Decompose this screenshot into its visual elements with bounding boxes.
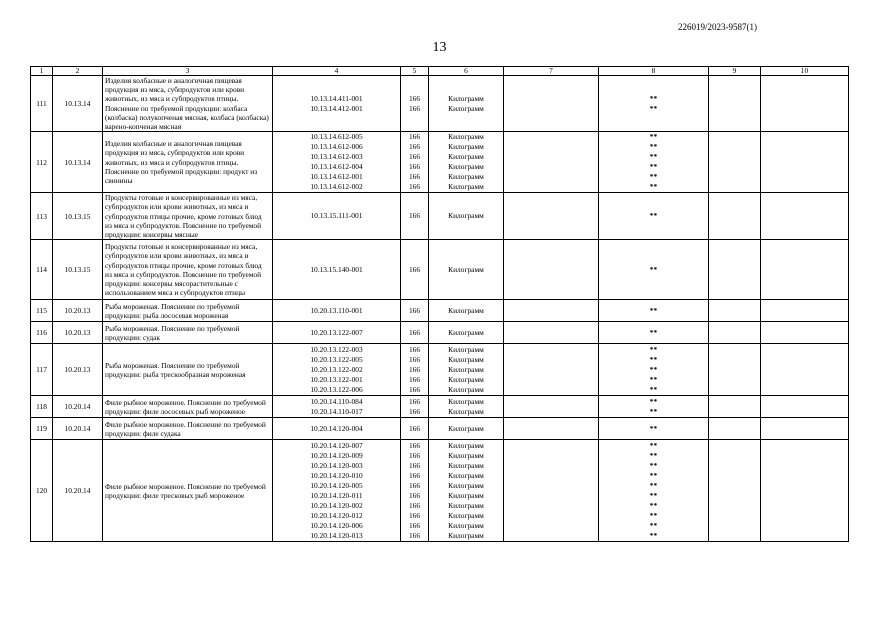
- column-7-cell: [504, 344, 599, 396]
- ktru-codes-cell: [273, 322, 401, 344]
- okei-code-cell: [401, 132, 429, 193]
- okei-code: 166: [408, 520, 421, 530]
- column-7-cell: [504, 440, 599, 542]
- table-row: [31, 440, 849, 542]
- ktru-code: 10.13.14.612-005: [310, 132, 363, 142]
- mark: **: [649, 480, 658, 490]
- column-number: 2: [53, 67, 103, 76]
- okei-code: 166: [408, 480, 421, 490]
- column-9-cell: [709, 300, 761, 322]
- ktru-code: 10.13.14.612-002: [310, 182, 363, 192]
- ktru-codes-cell: [273, 300, 401, 322]
- mark: **: [649, 530, 658, 540]
- okei-code: 166: [408, 460, 421, 470]
- table-row: [31, 322, 849, 344]
- product-name-cell: Рыба мороженая. Пояснение по требуемой продукции: рыба лососевая мороженая: [103, 300, 273, 322]
- okei-code: 166: [408, 132, 421, 142]
- ktru-code: 10.13.14.612-004: [310, 162, 363, 172]
- ktru-code: 10.13.14.612-001: [310, 172, 363, 182]
- mark: **: [649, 162, 658, 172]
- ktru-codes-cell: [273, 396, 401, 418]
- unit-name-cell: [429, 344, 504, 396]
- column-10-cell: [761, 132, 849, 193]
- product-name-cell: Изделия колбасные и аналогичная пищевая продукция из мяса, субпродуктов или крови животных, из мяса и субпродуктов птицы. Пояснение по требуемой продукции: колбаса (колбаска) полукопченая мясная, колбаса (колбаска) варено-копченая мясная: [103, 76, 273, 132]
- unit-name-cell: [429, 418, 504, 440]
- ktru-code: 10.13.15.140-001: [310, 264, 363, 274]
- okpd-code-cell: 10.20.13: [53, 344, 103, 396]
- mark: **: [649, 423, 658, 433]
- okei-code-cell: [401, 396, 429, 418]
- ktru-code: 10.20.14.120-009: [310, 450, 363, 460]
- column-10-cell: [761, 193, 849, 240]
- table-row: [31, 240, 849, 300]
- row-number-cell: 112: [31, 132, 53, 193]
- mark-cell: [599, 300, 709, 322]
- row-number-cell: 114: [31, 240, 53, 300]
- column-number: 1: [31, 67, 53, 76]
- mark: **: [649, 211, 658, 221]
- column-number: 10: [761, 67, 849, 76]
- product-name-cell: Рыба мороженая. Пояснение по требуемой продукции: судак: [103, 322, 273, 344]
- column-9-cell: [709, 240, 761, 300]
- okei-code-cell: [401, 440, 429, 542]
- ktru-code: 10.20.13.110-001: [310, 305, 363, 315]
- ktru-code: 10.20.14.120-003: [310, 460, 363, 470]
- product-name-cell: Филе рыбное мороженое. Пояснение по требуемой продукции: филе судака: [103, 418, 273, 440]
- mark: **: [649, 132, 658, 142]
- unit-name-cell: [429, 76, 504, 132]
- ktru-code: 10.13.14.412-001: [310, 103, 363, 113]
- unit-name: Килограмм: [448, 520, 484, 530]
- mark: **: [649, 384, 658, 394]
- unit-name: Килограмм: [448, 264, 484, 274]
- ktru-codes-cell: [273, 132, 401, 193]
- column-9-cell: [709, 418, 761, 440]
- unit-name: Килограмм: [448, 152, 484, 162]
- ktru-code: 10.13.14.612-003: [310, 152, 363, 162]
- mark: **: [649, 510, 658, 520]
- unit-name: Килограмм: [448, 384, 484, 394]
- column-10-cell: [761, 396, 849, 418]
- column-9-cell: [709, 193, 761, 240]
- ktru-code: 10.20.14.120-012: [310, 510, 363, 520]
- unit-name: Килограмм: [448, 480, 484, 490]
- okei-code-cell: [401, 322, 429, 344]
- column-7-cell: [504, 300, 599, 322]
- okpd-code-cell: 10.13.14: [53, 76, 103, 132]
- mark: **: [649, 152, 658, 162]
- okei-code: 166: [408, 384, 421, 394]
- column-7-cell: [504, 322, 599, 344]
- mark: **: [649, 450, 658, 460]
- mark: **: [649, 264, 658, 274]
- page-number: 13: [432, 40, 447, 55]
- okei-code: 166: [408, 374, 421, 384]
- column-10-cell: [761, 418, 849, 440]
- ktru-code: 10.20.13.122-006: [310, 384, 363, 394]
- mark: **: [649, 142, 658, 152]
- mark: **: [649, 344, 658, 354]
- column-9-cell: [709, 132, 761, 193]
- unit-name: Килограмм: [448, 142, 484, 152]
- mark: **: [649, 103, 658, 113]
- column-10-cell: [761, 322, 849, 344]
- product-name-cell: Продукты готовые и консервированные из мяса, субпродуктов или крови животных, из мяса и субпродуктов птицы прочие, кроме готовых блюд из мяса и субпродуктов. Пояснение по требуемой продукции: консервы мясные: [103, 193, 273, 240]
- mark: **: [649, 406, 658, 416]
- mark: **: [649, 460, 658, 470]
- unit-name: Килограмм: [448, 211, 484, 221]
- mark-cell: [599, 240, 709, 300]
- mark-cell: [599, 440, 709, 542]
- row-number-cell: 117: [31, 344, 53, 396]
- okei-code: 166: [408, 103, 421, 113]
- okpd-code-cell: 10.20.14: [53, 418, 103, 440]
- column-9-cell: [709, 440, 761, 542]
- okei-code: 166: [408, 500, 421, 510]
- row-number-cell: 116: [31, 322, 53, 344]
- product-name-cell: Филе рыбное мороженое. Пояснение по требуемой продукции: филе тресковых рыб мороженое: [103, 440, 273, 542]
- product-name-cell: Продукты готовые и консервированные из мяса, субпродуктов или крови животных, из мяса и субпродуктов птицы прочие, кроме готовых блюд из мяса и субпродуктов. Пояснение по требуемой продукции: консервы мясорастительные с использованием мяса и субпродуктов птицы: [103, 240, 273, 300]
- okei-code-cell: [401, 240, 429, 300]
- ktru-code: 10.13.15.111-001: [310, 211, 363, 221]
- okpd-code-cell: 10.20.14: [53, 396, 103, 418]
- table-row: [31, 132, 849, 193]
- mark-cell: [599, 344, 709, 396]
- unit-name: Килограмм: [448, 305, 484, 315]
- ktru-code: 10.20.13.122-005: [310, 354, 363, 364]
- okei-code: 166: [408, 344, 421, 354]
- okei-code: 166: [408, 354, 421, 364]
- unit-name-cell: [429, 132, 504, 193]
- okei-code: 166: [408, 182, 421, 192]
- okei-code: 166: [408, 364, 421, 374]
- okei-code-cell: [401, 344, 429, 396]
- mark: **: [649, 374, 658, 384]
- ktru-code: 10.20.14.120-011: [310, 490, 363, 500]
- product-name-cell: Изделия колбасные и аналогичная пищевая продукция из мяса, субпродуктов или крови животных, из мяса и субпродуктов птицы. Пояснение по требуемой продукции: продукт из свинины: [103, 132, 273, 193]
- mark-cell: [599, 76, 709, 132]
- okei-code: 166: [408, 396, 421, 406]
- okpd-code-cell: 10.20.14: [53, 440, 103, 542]
- mark-cell: [599, 193, 709, 240]
- column-number-row: [31, 67, 849, 76]
- unit-name: Килограмм: [448, 93, 484, 103]
- mark: **: [649, 172, 658, 182]
- unit-name: Килограмм: [448, 460, 484, 470]
- ktru-code: 10.20.14.120-010: [310, 470, 363, 480]
- row-number-cell: 118: [31, 396, 53, 418]
- ktru-code: 10.20.14.120-002: [310, 500, 363, 510]
- okei-code: 166: [408, 211, 421, 221]
- okpd-code-cell: 10.13.15: [53, 240, 103, 300]
- mark: **: [649, 490, 658, 500]
- mark: **: [649, 93, 658, 103]
- unit-name: Килограмм: [448, 490, 484, 500]
- column-number: 7: [504, 67, 599, 76]
- column-10-cell: [761, 344, 849, 396]
- mark-cell: [599, 396, 709, 418]
- ktru-code: 10.20.13.122-002: [310, 364, 363, 374]
- column-9-cell: [709, 344, 761, 396]
- okei-code: 166: [408, 450, 421, 460]
- ktru-codes-cell: [273, 193, 401, 240]
- column-7-cell: [504, 76, 599, 132]
- unit-name: Килограмм: [448, 327, 484, 337]
- row-number-cell: 115: [31, 300, 53, 322]
- unit-name-cell: [429, 300, 504, 322]
- okei-code: 166: [408, 305, 421, 315]
- products-table: [30, 66, 849, 542]
- okei-code: 166: [408, 470, 421, 480]
- okpd-code-cell: 10.13.14: [53, 132, 103, 193]
- column-7-cell: [504, 396, 599, 418]
- ktru-codes-cell: [273, 344, 401, 396]
- column-10-cell: [761, 300, 849, 322]
- okei-code: 166: [408, 142, 421, 152]
- column-9-cell: [709, 76, 761, 132]
- okei-code: 166: [408, 152, 421, 162]
- unit-name: Килограмм: [448, 182, 484, 192]
- mark: **: [649, 520, 658, 530]
- product-name-cell: Рыба мороженая. Пояснение по требуемой продукции: рыба трескообразная мороженая: [103, 344, 273, 396]
- product-name-cell: Филе рыбное мороженое. Пояснение по требуемой продукции: филе лососевых рыб мороженое: [103, 396, 273, 418]
- mark: **: [649, 182, 658, 192]
- mark: **: [649, 354, 658, 364]
- unit-name: Килограмм: [448, 344, 484, 354]
- ktru-code: 10.20.14.120-005: [310, 480, 363, 490]
- column-number: 8: [599, 67, 709, 76]
- mark-cell: [599, 418, 709, 440]
- unit-name: Килограмм: [448, 374, 484, 384]
- ktru-code: 10.20.14.120-007: [310, 440, 363, 450]
- column-9-cell: [709, 396, 761, 418]
- ktru-code: 10.13.14.411-001: [310, 93, 363, 103]
- column-10-cell: [761, 240, 849, 300]
- ktru-codes-cell: [273, 240, 401, 300]
- unit-name: Килограмм: [448, 162, 484, 172]
- unit-name: Килограмм: [448, 530, 484, 540]
- unit-name-cell: [429, 193, 504, 240]
- ktru-codes-cell: [273, 76, 401, 132]
- okei-code: 166: [408, 530, 421, 540]
- column-number: 9: [709, 67, 761, 76]
- okei-code: 166: [408, 510, 421, 520]
- okei-code-cell: [401, 418, 429, 440]
- okei-code: 166: [408, 327, 421, 337]
- unit-name: Килограмм: [448, 450, 484, 460]
- unit-name: Килограмм: [448, 423, 484, 433]
- unit-name-cell: [429, 240, 504, 300]
- mark: **: [649, 364, 658, 374]
- ktru-code: 10.20.13.122-003: [310, 344, 363, 354]
- ktru-code: 10.20.14.120-006: [310, 520, 363, 530]
- column-7-cell: [504, 240, 599, 300]
- okpd-code-cell: 10.20.13: [53, 322, 103, 344]
- okei-code: 166: [408, 172, 421, 182]
- unit-name: Килограмм: [448, 440, 484, 450]
- ktru-code: 10.20.13.122-001: [310, 374, 363, 384]
- ktru-codes-cell: [273, 418, 401, 440]
- column-10-cell: [761, 440, 849, 542]
- okpd-code-cell: 10.20.13: [53, 300, 103, 322]
- column-number: 4: [273, 67, 401, 76]
- unit-name: Килограмм: [448, 500, 484, 510]
- table-row: [31, 418, 849, 440]
- unit-name: Килограмм: [448, 396, 484, 406]
- column-7-cell: [504, 193, 599, 240]
- row-number-cell: 111: [31, 76, 53, 132]
- row-number-cell: 113: [31, 193, 53, 240]
- ktru-codes-cell: [273, 440, 401, 542]
- okei-code: 166: [408, 93, 421, 103]
- mark-cell: [599, 132, 709, 193]
- unit-name: Килограмм: [448, 354, 484, 364]
- document-number: 226019/2023-9587(1): [678, 22, 757, 32]
- column-number: 6: [429, 67, 504, 76]
- okei-code-cell: [401, 193, 429, 240]
- mark: **: [649, 396, 658, 406]
- mark: **: [649, 327, 658, 337]
- ktru-code: 10.13.14.612-006: [310, 142, 363, 152]
- row-number-cell: 119: [31, 418, 53, 440]
- column-10-cell: [761, 76, 849, 132]
- table-row: [31, 344, 849, 396]
- okei-code-cell: [401, 300, 429, 322]
- table-row: [31, 396, 849, 418]
- okei-code: 166: [408, 406, 421, 416]
- column-7-cell: [504, 418, 599, 440]
- ktru-code: 10.20.14.120-013: [310, 530, 363, 540]
- unit-name: Килограмм: [448, 172, 484, 182]
- unit-name: Килограмм: [448, 510, 484, 520]
- okpd-code-cell: 10.13.15: [53, 193, 103, 240]
- row-number-cell: 120: [31, 440, 53, 542]
- unit-name: Килограмм: [448, 132, 484, 142]
- table-row: [31, 76, 849, 132]
- unit-name: Килограмм: [448, 470, 484, 480]
- mark-cell: [599, 322, 709, 344]
- ktru-code: 10.20.14.110-084: [310, 396, 363, 406]
- mark: **: [649, 470, 658, 480]
- okei-code-cell: [401, 76, 429, 132]
- okei-code: 166: [408, 490, 421, 500]
- column-9-cell: [709, 322, 761, 344]
- okei-code: 166: [408, 423, 421, 433]
- unit-name: Килограмм: [448, 364, 484, 374]
- mark: **: [649, 305, 658, 315]
- mark: **: [649, 440, 658, 450]
- unit-name: Килограмм: [448, 406, 484, 416]
- table-row: [31, 300, 849, 322]
- unit-name: Килограмм: [448, 103, 484, 113]
- ktru-code: 10.20.14.110-017: [310, 406, 363, 416]
- okei-code: 166: [408, 162, 421, 172]
- table-row: [31, 193, 849, 240]
- unit-name-cell: [429, 322, 504, 344]
- unit-name-cell: [429, 440, 504, 542]
- column-number: 3: [103, 67, 273, 76]
- mark: **: [649, 500, 658, 510]
- unit-name-cell: [429, 396, 504, 418]
- column-number: 5: [401, 67, 429, 76]
- okei-code: 166: [408, 264, 421, 274]
- okei-code: 166: [408, 440, 421, 450]
- ktru-code: 10.20.14.120-004: [310, 423, 363, 433]
- ktru-code: 10.20.13.122-007: [310, 327, 363, 337]
- column-7-cell: [504, 132, 599, 193]
